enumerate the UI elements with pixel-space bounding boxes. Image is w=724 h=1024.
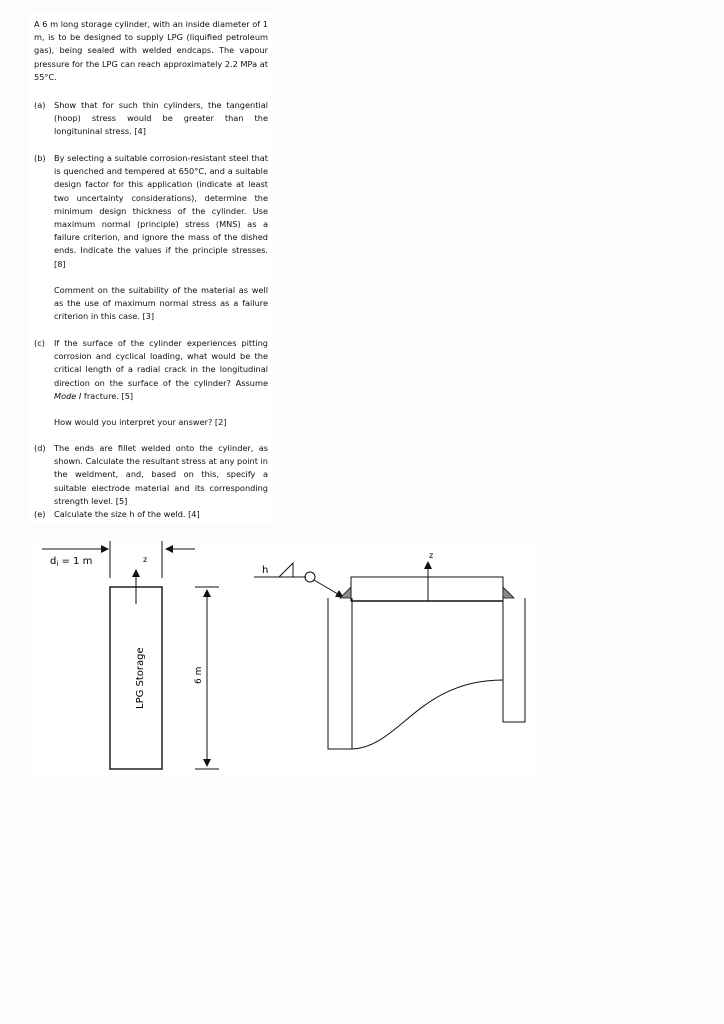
part-b-text: By selecting a suitable corrosion-resistant steel that is quenched and tempered at 650°C, and a suitable design factor for this application (indicate at least two uncertainty considerations), determine the minimum design thickness of the cylinder. Use maximum normal (principle) stress (MNS) as a failure criterion, and ignore the mass of the dished ends. Indicate the values if the principle stresses. [8] — [54, 153, 268, 269]
fillet-weld-right — [503, 587, 514, 598]
length-dimension — [194, 587, 219, 769]
part-a-text: Show that for such thin cylinders, the tangential (hoop) stress would be greater than the longituninal stress. [4] — [54, 100, 268, 137]
z-axis-label-right: z — [429, 551, 434, 560]
part-d-text: The ends are fillet welded onto the cylinder, as shown. Calculate the resultant stress at any point in the weldment, and, based on this, specify a suitable electrode material and its corresponding strength level. [5] — [54, 443, 268, 506]
diameter-dimension — [42, 541, 195, 578]
fillet-weld-left — [340, 587, 351, 598]
z-axis-label-left: z — [143, 555, 148, 564]
part-b-label: (b) — [34, 153, 46, 163]
length-label: 6 m — [194, 666, 204, 684]
part-b-comment: Comment on the suitability of the material as well as the use of maximum normal stress as a failure criterion in this case. [3] — [54, 285, 268, 322]
weld-symbol — [254, 563, 343, 597]
part-c-label: (c) — [34, 338, 45, 348]
problem-intro: A 6 m long storage cylinder, with an inside diameter of 1 m, is to be designed to supply LPG (liquified petroleum gas), being sealed with welded endcaps. The vapour pressure for the LPG can reach approximately 2.2 MPa at 55°C. — [34, 19, 268, 82]
weld-detail — [328, 551, 525, 749]
part-c-text: If the surface of the cylinder experiences pitting corrosion and cyclical loading, what would be the critical length of a radial crack in the longitudinal direction on the surface of the cylinder? Assume Mode I fracture. [5] — [54, 338, 268, 401]
lpg-cylinder — [110, 587, 162, 769]
diameter-label: $d_i = 1$ m — [50, 556, 93, 568]
part-d-label: (d) — [34, 443, 46, 453]
weld-size-label: h — [262, 565, 269, 576]
z-axis-arrow-left — [136, 555, 147, 604]
cylinder-label: LPG Storage — [135, 647, 146, 709]
part-e-label: (e) — [34, 509, 46, 519]
part-c-comment: How would you interpret your answer? [2] — [54, 417, 227, 427]
part-a-label: (a) — [34, 100, 46, 110]
part-e-text: Calculate the size h of the weld. [4] — [54, 509, 200, 519]
